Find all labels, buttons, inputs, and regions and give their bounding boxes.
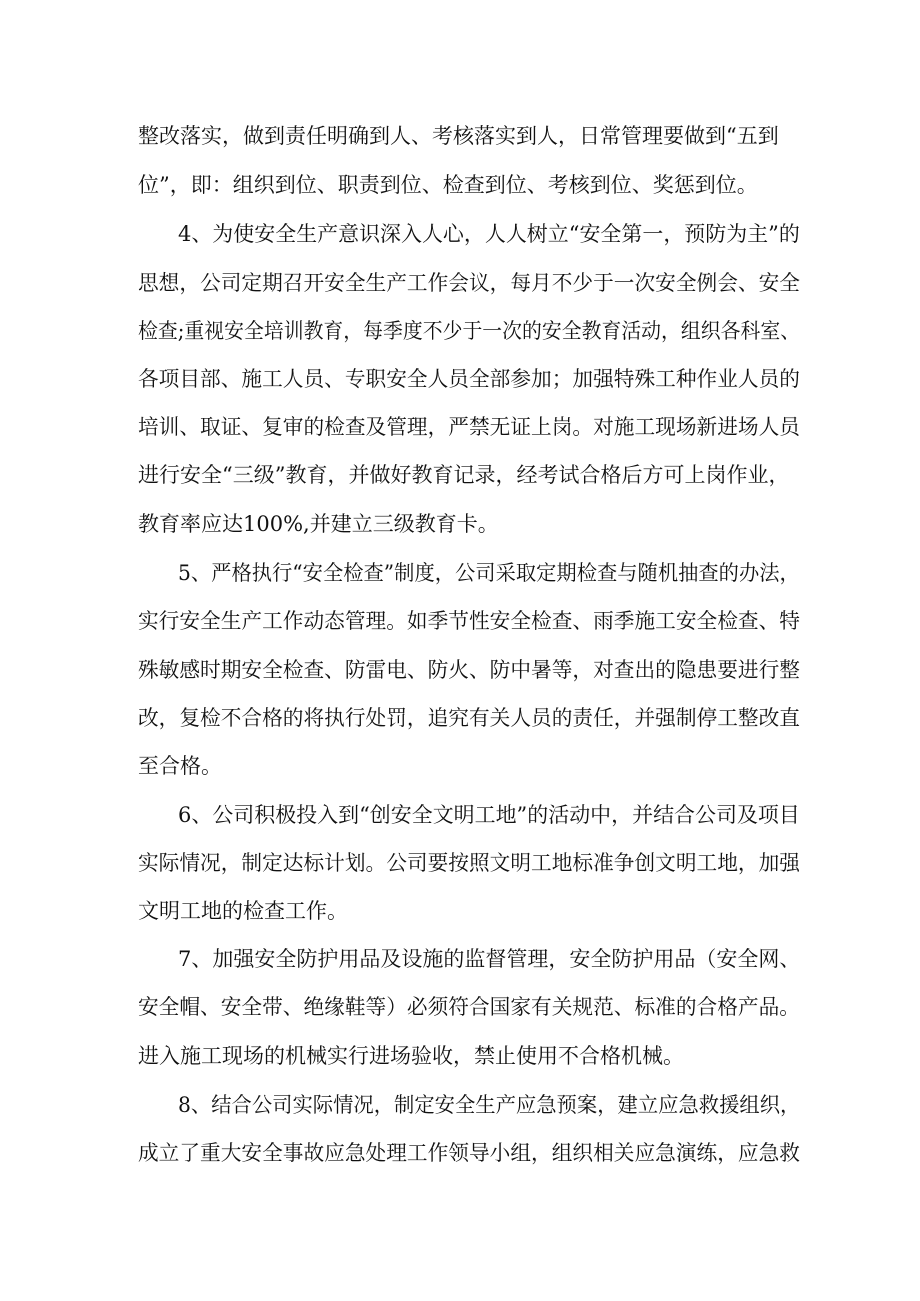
text-line: 检查;重视安全培训教育，每季度不少于一次的安全教育活动，组织各科室、 bbox=[138, 319, 801, 343]
text-line: 各项目部、施工人员、专职安全人员全部参加；加强特殊工种作业人员的 bbox=[138, 367, 800, 391]
text-line: 至合格。 bbox=[138, 754, 222, 778]
text-line: 培训、取证、复审的检查及管理，严禁无证上岗。对施工现场新进场人员 bbox=[138, 415, 800, 439]
text-line: 成立了重大安全事故应急处理工作领导小组，组织相关应急演练，应急救 bbox=[138, 1141, 800, 1165]
text-line: 思想，公司定期召开安全生产工作会议，每月不少于一次安全例会、安全 bbox=[138, 271, 800, 295]
text-line: 安全帽、安全带、绝缘鞋等）必须符合国家有关规范、标准的合格产品。 bbox=[138, 995, 800, 1019]
paragraph-6-line: 6、公司积极投入到“创安全文明工地”的活动中，并结合公司及项目 bbox=[178, 803, 800, 827]
text-line: 文明工地的检查工作。 bbox=[138, 899, 348, 923]
text-line: 整改落实，做到责任明确到人、考核落实到人，日常管理要做到“五到 bbox=[138, 124, 779, 148]
paragraph-7-line: 7、加强安全防护用品及设施的监督管理，安全防护用品（安全网、 bbox=[178, 947, 801, 971]
text-line: 教育率应达100%,并建立三级教育卡。 bbox=[138, 512, 499, 536]
text-line: 进行安全“三级”教育，并做好教育记录，经考试合格后方可上岗作业， bbox=[138, 463, 790, 487]
text-line: 殊敏感时期安全检查、防雷电、防火、防中暑等，对查出的隐患要进行整 bbox=[138, 658, 800, 682]
paragraph-4-line: 4、为使安全生产意识深入人心，人人树立“安全第一，预防为主”的 bbox=[178, 222, 800, 246]
text-line: 实际情况，制定达标计划。公司要按照文明工地标准争创文明工地，加强 bbox=[138, 851, 800, 875]
text-line: 改，复检不合格的将执行处罚，追究有关人员的责任，并强制停工整改直 bbox=[138, 706, 800, 730]
paragraph-8-line: 8、结合公司实际情况，制定安全生产应急预案，建立应急救援组织， bbox=[178, 1093, 801, 1117]
paragraph-5-line: 5、严格执行“安全检查”制度，公司采取定期检查与随机抽查的办法， bbox=[178, 561, 800, 585]
text-line: 进入施工现场的机械实行进场验收，禁止使用不合格机械。 bbox=[138, 1044, 684, 1068]
text-line: 位”，即：组织到位、职责到位、检查到位、考核到位、奖惩到位。 bbox=[138, 173, 758, 197]
text-line: 实行安全生产工作动态管理。如季节性安全检查、雨季施工安全检查、特 bbox=[138, 609, 800, 633]
